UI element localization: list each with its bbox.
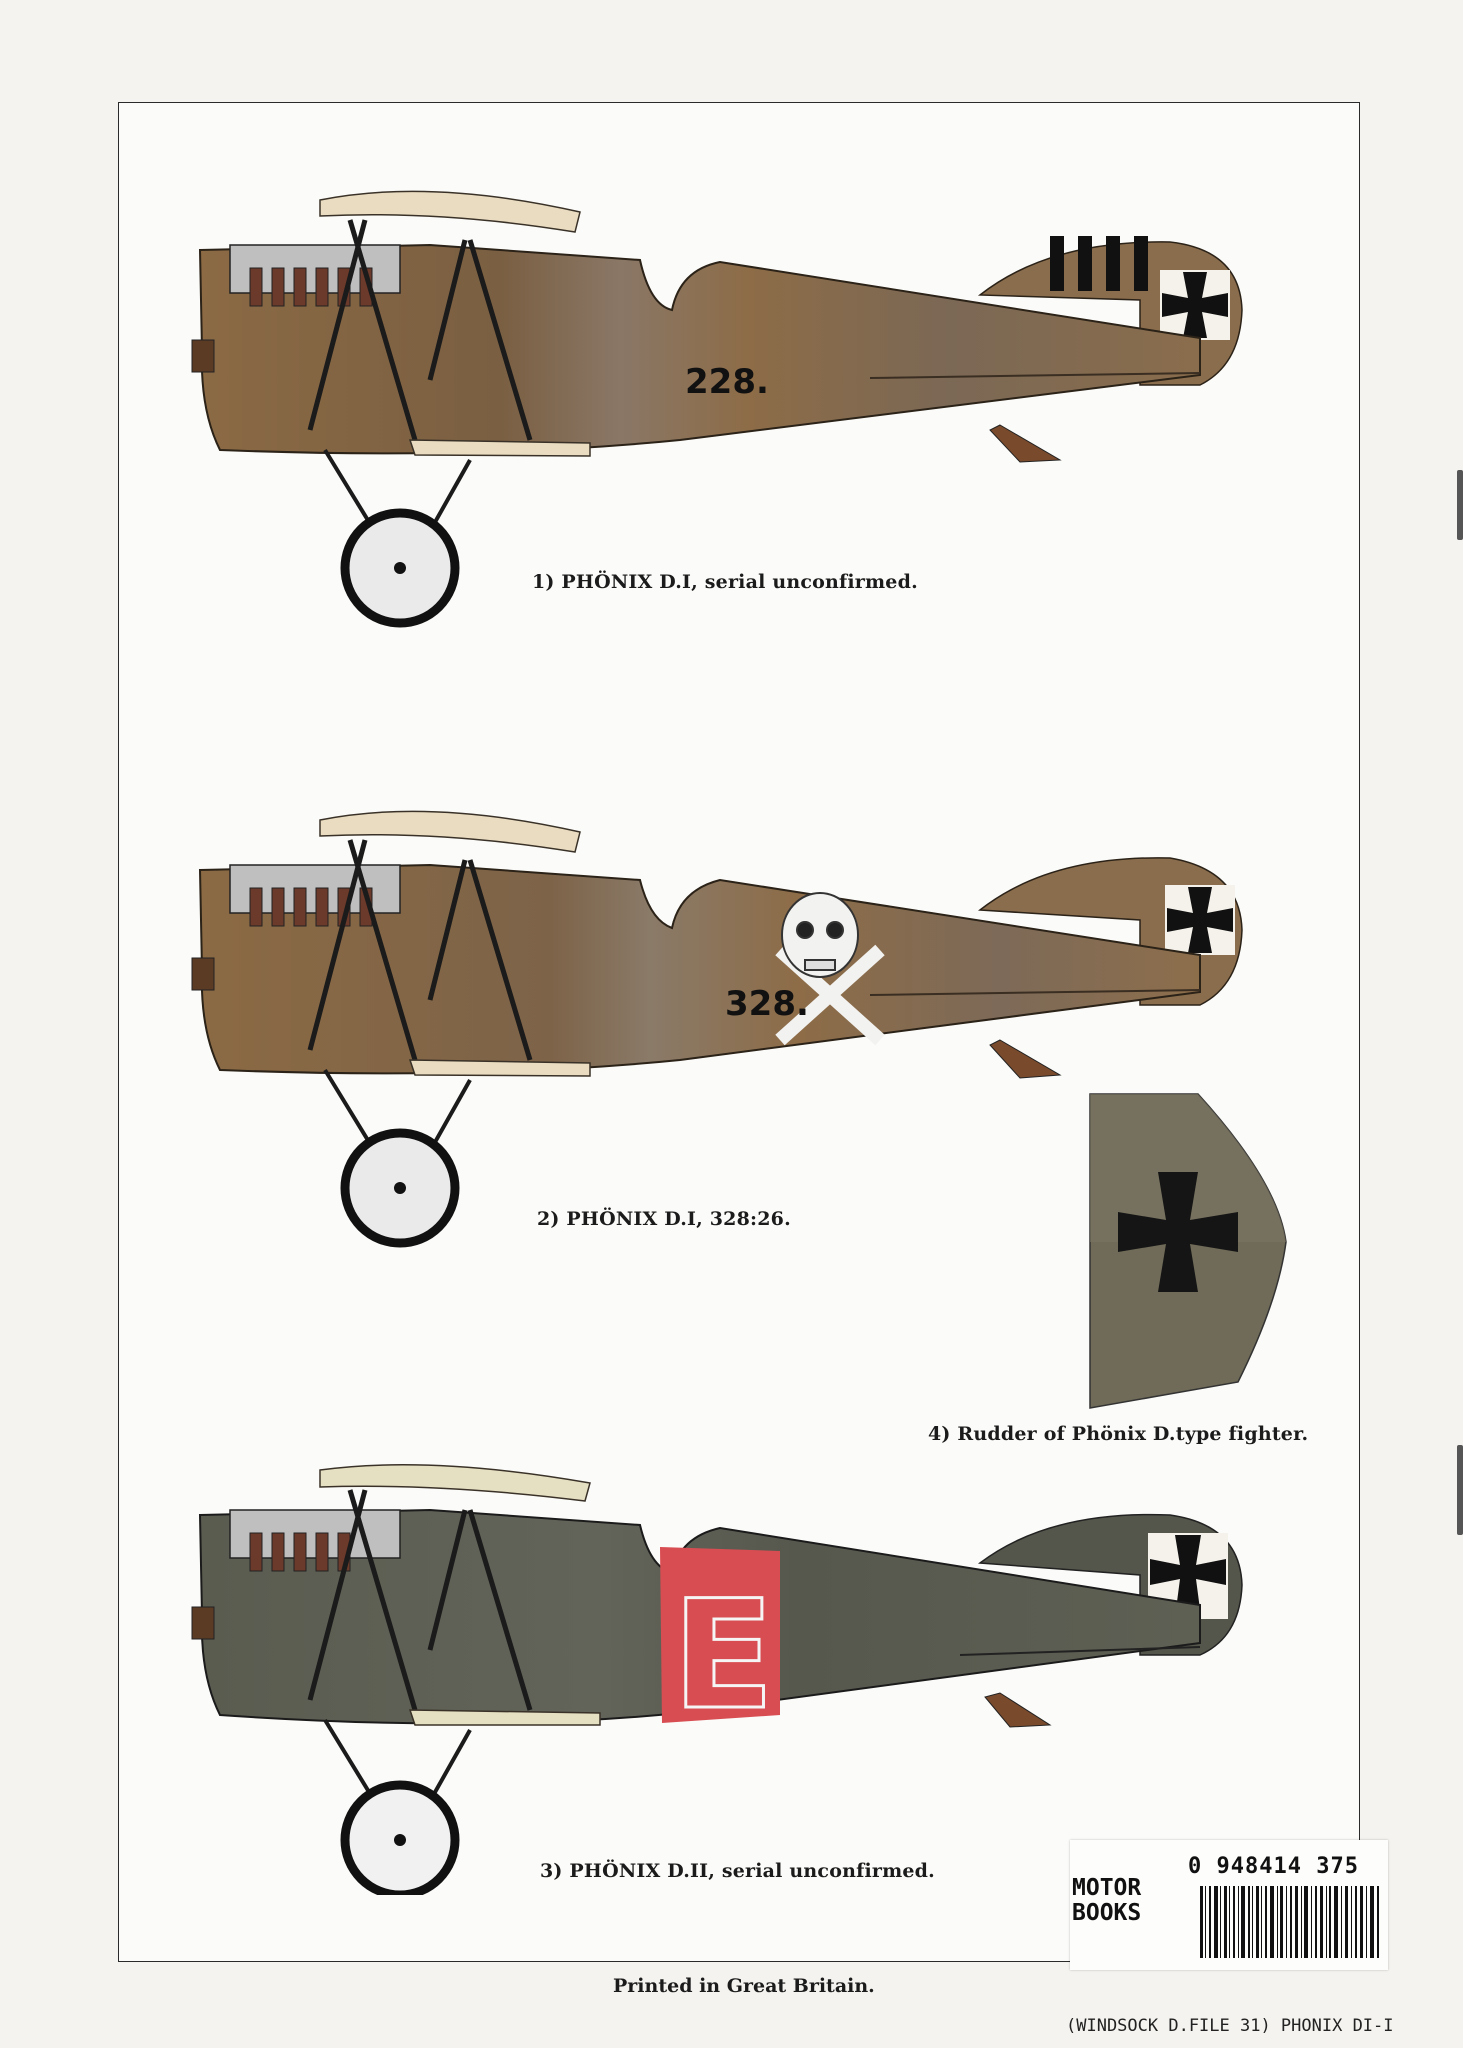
printed-in-notice: Printed in Great Britain.: [613, 1975, 875, 1997]
plate-caption-1: 1) PHÖNIX D.I, serial unconfirmed.: [532, 571, 918, 593]
rudder-profile: [1088, 1092, 1288, 1412]
fuselage-number: 228.: [685, 362, 769, 402]
catalog-reference: (WINDSOCK D.FILE 31) PHONIX DI-I: [1066, 2016, 1394, 2036]
plate-caption-2: 2) PHÖNIX D.I, 328:26.: [537, 1208, 791, 1230]
fuselage-number: 328.: [725, 984, 809, 1024]
letter-e-marking: E: [672, 1569, 775, 1743]
isbn-number: 0 948414 375: [1188, 1854, 1359, 1879]
aircraft-profile-1: [180, 150, 1300, 630]
binding-edge: [1457, 470, 1463, 540]
publisher-label: MOTOR BOOKS: [1072, 1875, 1142, 1926]
rudder-caption: 4) Rudder of Phönix D.type fighter.: [928, 1423, 1309, 1445]
aircraft-profile-3: [180, 1415, 1300, 1895]
barcode-sticker: [1070, 1840, 1388, 1970]
plate-caption-3: 3) PHÖNIX D.II, serial unconfirmed.: [540, 1860, 935, 1882]
binding-edge: [1457, 1445, 1463, 1535]
barcode: [1200, 1886, 1380, 1958]
